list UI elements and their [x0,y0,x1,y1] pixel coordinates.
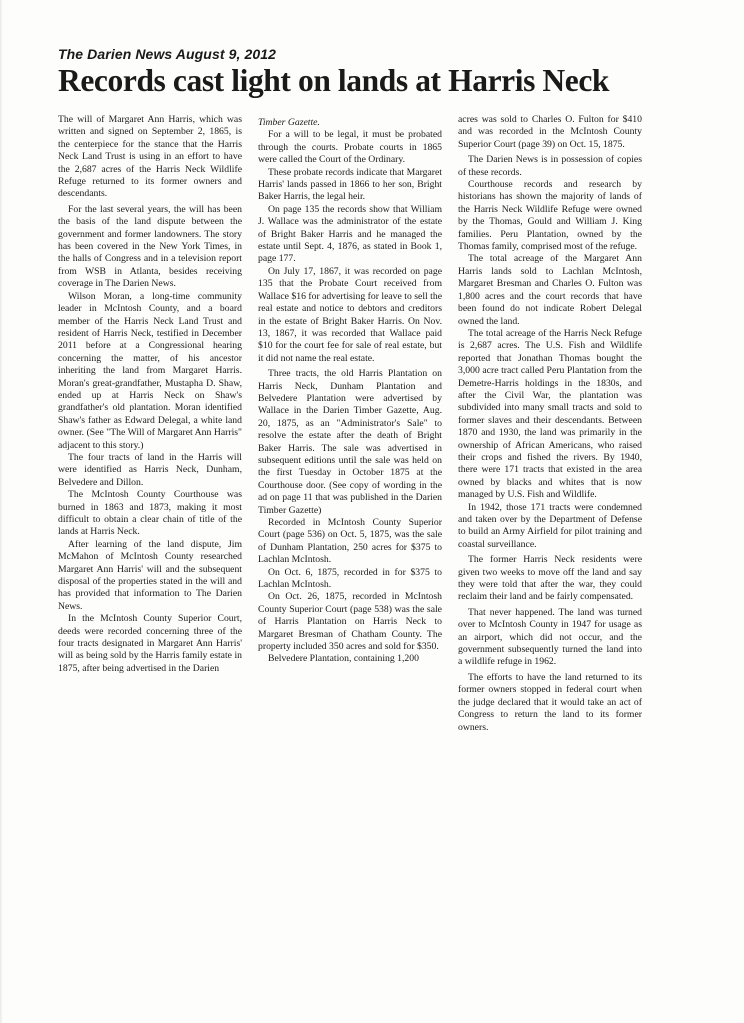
paragraph: The Darien News is in possession of copies of these records. [458,154,642,178]
article-column-2 [258,117,442,907]
paragraph: In 1942, those 171 tracts were condemned and taken over by the Department of Defense to build an Army Airfield for pilot training and coastal surveillance. [458,501,642,550]
headline: Records cast light on lands at Harris Neck [58,63,610,98]
paragraph: Recorded in McIntosh County Superior Court (page 536) on Oct. 5, 1875, was the sale of Dunham Plantation, 250 acres for $375 to Lachlan McIntosh. [258,517,442,566]
paragraph: On page 135 the records show that William J. Wallace was the administrator of the estate of Bright Baker Harris and he managed the estate until Sept. 4, 1876, as stated in Book 1, page 177. [258,203,442,265]
paragraph: Belvedere Plantation, containing 1,200 [268,653,419,665]
paragraph: For the last several years, the will has been the basis of the land dispute between the government and former landowners. The story has been covered in the New York Times, in the halls of Congress and in a television report from WSB in Atlanta, besides receiving coverage in The Darien News. [58,203,242,290]
scan-edge-shadow [0,0,3,1023]
paragraph: These probate records indicate that Margaret Harris' lands passed in 1866 to her son, Bright Baker Harris, the legal heir. [258,166,442,203]
paragraph: The will of Margaret Ann Harris, which was written and signed on September 2, 1865, is the centerpiece for the stance that the Harris Neck Land Trust is using in an effort to have the 2,687 acres of the Harris Neck Wildlife Refuge returned to its former owners and descendants. [58,114,242,200]
paragraph: On Oct. 26, 1875, recorded in McIntosh County Superior Court (page 538) was the sale of Harris Plantation on Harris Neck to Margaret Bresman of Chatham County. The property included 350 acres and sold for $350. [258,591,442,653]
paragraph: acres was sold to Charles O. Fulton for $410 and was recorded in the McIntosh County Superior Court (page 39) on Oct. 15, 1875. [458,114,642,150]
paragraph: Three tracts, the old Harris Plantation on Harris Neck, Dunham Plantation and Belvedere Plantation were advertised by Wallace in the Darien Timber Gazette, Aug. 20, 1875, as an "Administrator's Sale" to resolve the estate after the death of Bright Baker Harris. The sale was advertised in subsequent editions until the sale was held on the first Tuesday in October 1875 at the Courthouse door. (See copy of wording in the ad on page 11 that was published in the Darien Timber Gazette) [258,368,442,516]
paragraph: Courthouse records and research by historians has shown the majority of lands of the Harris Neck Wildlife Refuge were owned by the Thomas, Gould and William J. King families. Peru Plantation, owned by the Thomas family, comprised most of the refuge. [458,179,642,253]
paragraph: Timber Gazette. [258,117,320,128]
paragraph: The total acreage of the Harris Neck Refuge is 2,687 acres. The U.S. Fish and Wildlife reported that Jonathan Thomas bought the 3,000 acre tract called Peru Plantation from the Demetre-Harris holdings in the 1830s, and after the Civil War, the plantation was subdivided into many small tracts and sold to former slaves and their descendants. Between 1870 and 1930, the land was primarily in the ownership of African Americans, who raised their crops and fished the rivers. By 1940, there were 171 tracts that existed in the area owned by blacks and whites that is now managed by U.S. Fish and Wildlife. [458,327,642,501]
paragraph: On Oct. 6, 1875, recorded in for $375 to Lachlan McIntosh. [258,566,442,591]
paragraph: The McIntosh County Courthouse was burned in 1863 and 1873, making it most difficult to obtain a clear chain of title of the lands at Harris Neck. [58,489,242,538]
paragraph: The former Harris Neck residents were given two weeks to move off the land and say they were told that after the war, they could reclaim their land and be fairly compensated. [458,554,642,603]
paragraph: After learning of the land dispute, Jim McMahon of McIntosh County researched Margaret Ann Harris' will and the subsequent disposal of the properties stated in the will and has provided that information to The Darien News. [58,538,242,612]
paragraph: The total acreage of the Margaret Ann Harris lands sold to Lachlan McIntosh, Margaret Bresman and Charles O. Fulton was 1,800 acres and the court records that have been found do not indicate Robert Delegal owned the land. [458,253,642,327]
paragraph: That never happened. The land was turned over to McIntosh County in 1947 for usage as an airport, which did not occur, and the government subsequently turned the land into a wildlife refuge in 1962. [458,606,642,668]
paragraph: The four tracts of land in the Harris will were identified as Harris Neck, Dunham, Belvedere and Dillon. [58,451,242,488]
article-column-3 [458,114,642,804]
paragraph: On July 17, 1867, it was recorded on page 135 that the Probate Court received from Wallace $16 for advertising for leave to sell the real estate and notice to debtors and creditors in the estate of Bright Baker Harris. On Nov. 13, 1867, it was recorded that Wallace paid $10 for the court fee for sale of real estate, but it did not name the real estate. [258,265,442,364]
paragraph: For a will to be legal, it must be probated through the courts. Probate courts in 1865 were called the Court of the Ordinary. [258,129,442,166]
paragraph: The efforts to have the land returned to its former owners stopped in federal court when the judge declared that it would take an act of Congress to return the land to its former owners. [458,671,642,733]
paragraph: In the McIntosh County Superior Court, deeds were recorded concerning three of the four tracts designated in Margaret Ann Harris' will as being sold by the Harris family estate in 1875, after being advertised in the Darien [58,613,242,674]
masthead: The Darien News August 9, 2012 [58,46,276,62]
paragraph: Wilson Moran, a long-time community leader in McIntosh County, and a board member of the Harris Neck Land Trust and resident of Harris Neck, testified in December 2011 before at a Congressional hearing concerning the matter, of his ancestor inheriting the land from Margaret Harris. Moran's great-grandfather, Mustapha D. Shaw, ended up at Harris Neck on Shaw's grandfather's old plantation. Moran identified Shaw's father as Edward Delegal, a white land owner. (See "The Will of Margaret Ann Harris" adjacent to this story.) [58,290,242,451]
article-column-1 [58,114,242,904]
